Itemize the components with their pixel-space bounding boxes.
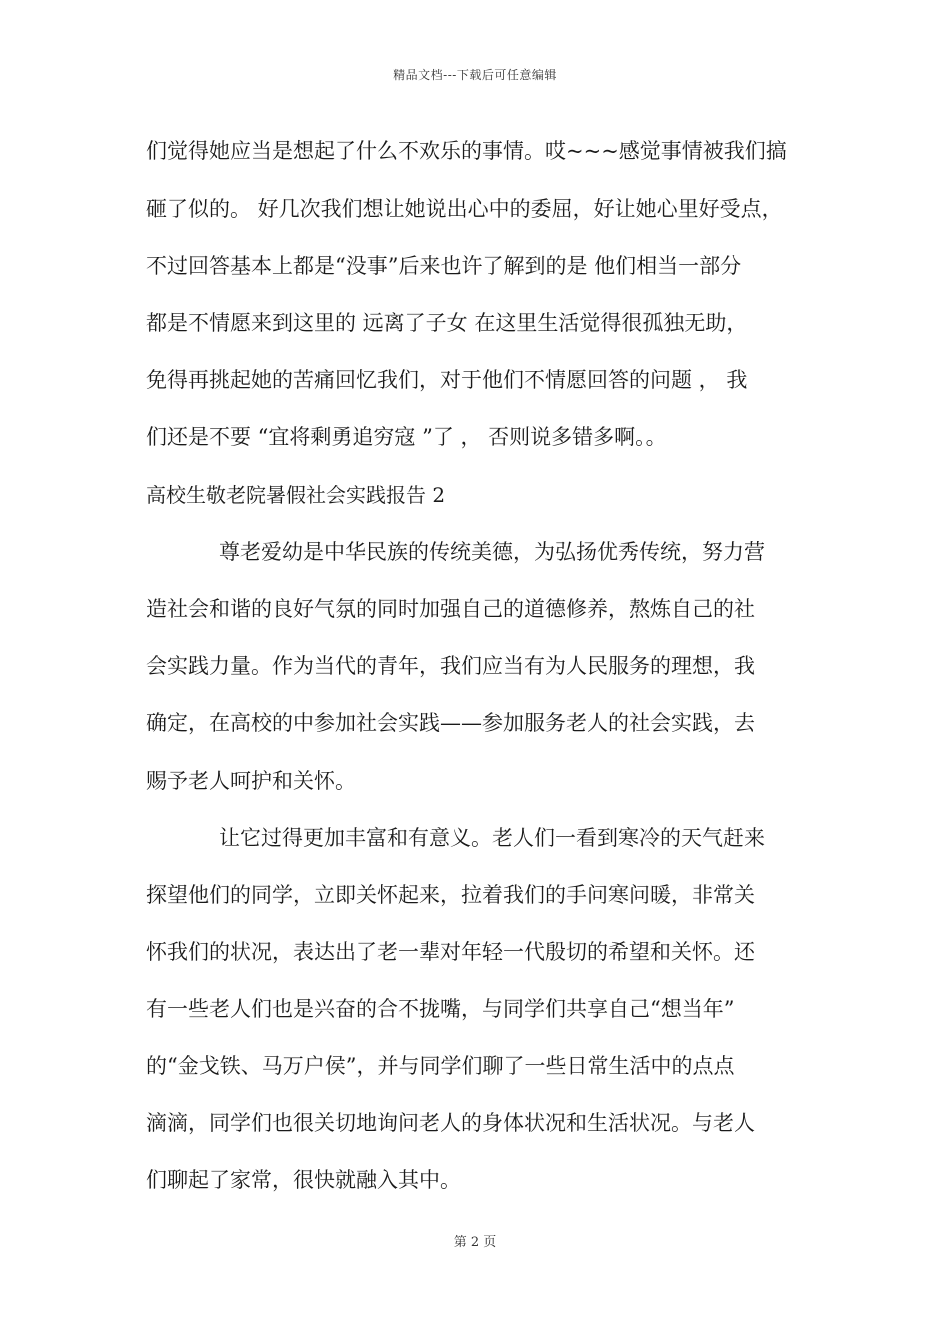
body-line: 不过回答基本上都是“没事”后来也许了解到的是 他们相当一部分 xyxy=(146,254,742,278)
paragraph-line: 让它过得更加丰富和有意义。老人们一看到寒冷的天气赶来 xyxy=(219,826,765,850)
paragraph-line: 们聊起了家常，很快就融入其中。 xyxy=(146,1168,461,1192)
body-line: 免得再挑起她的苦痛回忆我们，对于他们不情愿回答的问题 ， 我 xyxy=(146,368,748,392)
body-line: 都是不情愿来到这里的 远离了子女 在这里生活觉得很孤独无助， xyxy=(146,311,748,335)
page-number: 第 2 页 xyxy=(453,1235,497,1250)
page-header: 精品文档---下载后可任意编辑 xyxy=(393,68,557,82)
paragraph-line: 的“金戈铁、马万户侯”，并与同学们聊了一些日常生活中的点点 xyxy=(146,1054,735,1078)
paragraph-line: 有一些老人们也是兴奋的合不拢嘴，与同学们共享自己“想当年” xyxy=(146,997,735,1021)
section-title: 高校生敬老院暑假社会实践报告 2 xyxy=(146,483,446,507)
paragraph-line: 造社会和谐的良好气氛的同时加强自己的道德修养，熬炼自己的社 xyxy=(146,597,755,621)
paragraph-line: 会实践力量。作为当代的青年，我们应当有为人民服务的理想，我 xyxy=(146,654,755,678)
paragraph-line: 确定，在高校的中参加社会实践——参加服务老人的社会实践，去 xyxy=(146,711,755,735)
body-line: 们还是不要 “宜将剩勇追穷寇 ”了 ， 否则说多错多啊。。 xyxy=(146,425,667,449)
paragraph-line: 赐予老人呵护和关怀。 xyxy=(146,769,356,793)
paragraph-line: 探望他们的同学，立即关怀起来，拉着我们的手问寒问暖，非常关 xyxy=(146,883,755,907)
body-line: 们觉得她应当是想起了什么不欢乐的事情。哎~~~感觉事情被我们搞 xyxy=(146,139,787,163)
paragraph-line: 尊老爱幼是中华民族的传统美德，为弘扬优秀传统，努力营 xyxy=(219,540,765,564)
paragraph-line: 怀我们的状况，表达出了老一辈对年轻一代殷切的希望和关怀。还 xyxy=(146,940,755,964)
body-line: 砸了似的。 好几次我们想让她说出心中的委屈，好让她心里好受点， xyxy=(146,197,783,221)
paragraph-line: 滴滴，同学们也很关切地询问老人的身体状况和生活状况。与老人 xyxy=(146,1111,755,1135)
